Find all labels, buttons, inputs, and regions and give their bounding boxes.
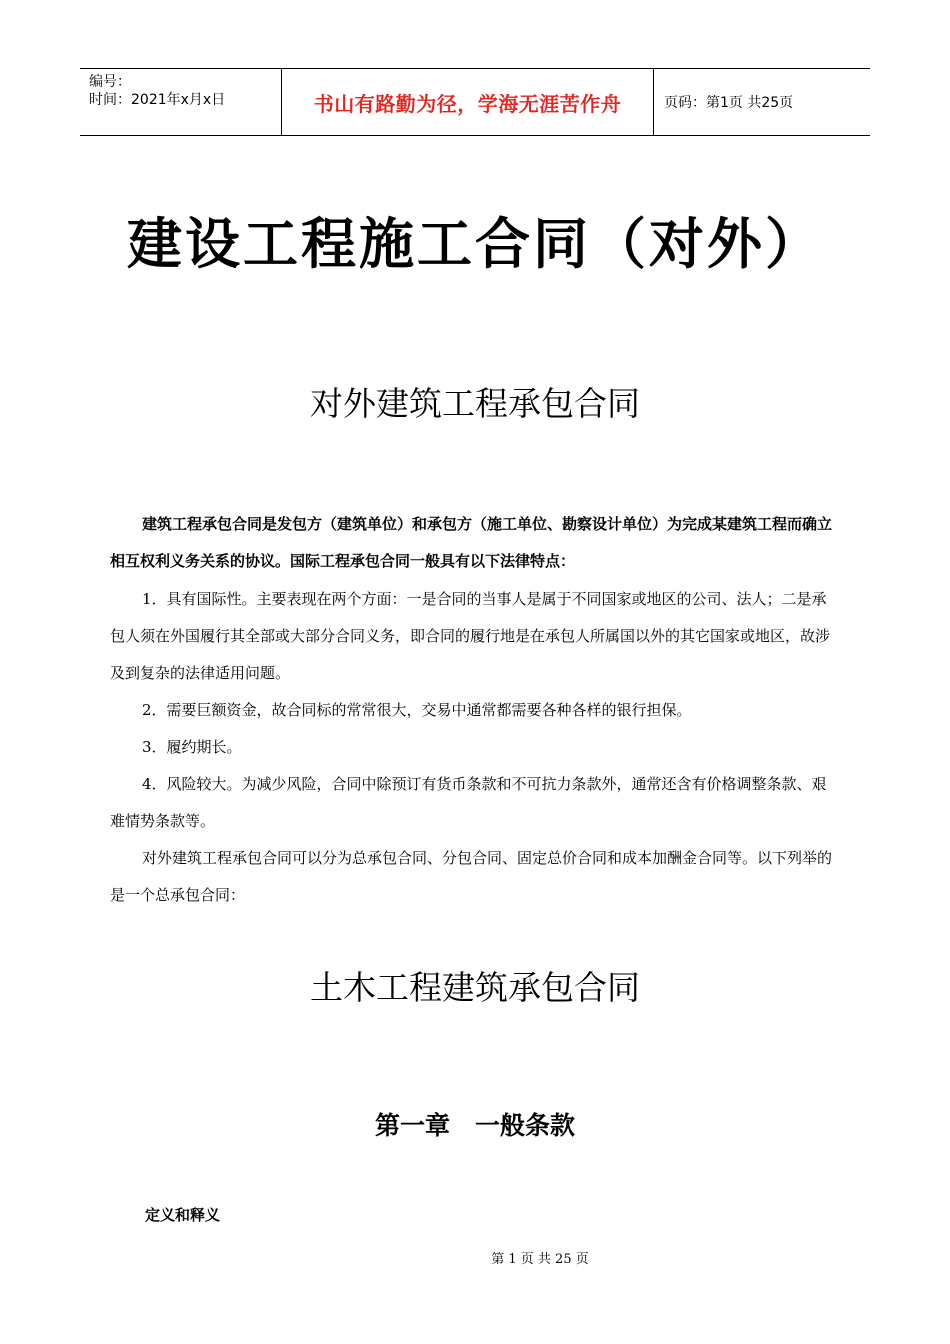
motto-cell — [282, 69, 654, 135]
motto-text: 书山有路勤为径，学海无涯苦作舟 — [313, 91, 622, 116]
point-paragraph-2: 2．需要巨额资金，故合同标的常常很大，交易中通常都需要各种各样的银行担保。 — [142, 701, 692, 719]
point-paragraph-4: 4．风险较大。为减少风险，合同中除预订有货币条款和不可抗力条款外，通常还含有价格调整条款、艰难情势条款等。 — [110, 775, 827, 830]
header-table — [80, 68, 870, 136]
section-heading: 定义和释义 — [145, 1206, 221, 1224]
point-paragraph-1: 1．具有国际性。主要表现在两个方面：一是合同的当事人是属于不同国家或地区的公司、法人；二是承包人须在外国履行其全部或大部分合同义务，即合同的履行地是在承包人所属国以外的其它国家或地区，故涉及到复杂的法律适用问题。 — [110, 590, 831, 682]
contract-title: 土木工程建筑承包合同 — [310, 968, 640, 1007]
intro-paragraph: 建筑工程承包合同是发包方（建筑单位）和承包方（施工单位、勘察设计单位）为完成某建筑工程而确立相互权利义务关系的协议。国际工程承包合同一般具有以下法律特点： — [110, 515, 833, 570]
time-label: 时间：2021年x月x日 — [89, 92, 226, 108]
document-sub-title: 对外建筑工程承包合同 — [310, 384, 640, 423]
page-info-cell — [654, 69, 870, 135]
page-footer: 第 1 页 共 25 页 — [491, 1252, 589, 1267]
document-main-title: 建设工程施工合同（对外） — [126, 212, 823, 276]
page-info-text: 页码：第1页 共25页 — [664, 95, 794, 111]
header-meta-cell — [80, 69, 282, 135]
point-paragraph-3: 3．履约期长。 — [142, 738, 242, 756]
chapter-title: 第一章 一般条款 — [374, 1111, 575, 1140]
number-label: 编号： — [89, 74, 131, 90]
closing-paragraph: 对外建筑工程承包合同可以分为总承包合同、分包合同、固定总价合同和成本加酬金合同等。以下列举的是一个总承包合同： — [110, 849, 833, 904]
